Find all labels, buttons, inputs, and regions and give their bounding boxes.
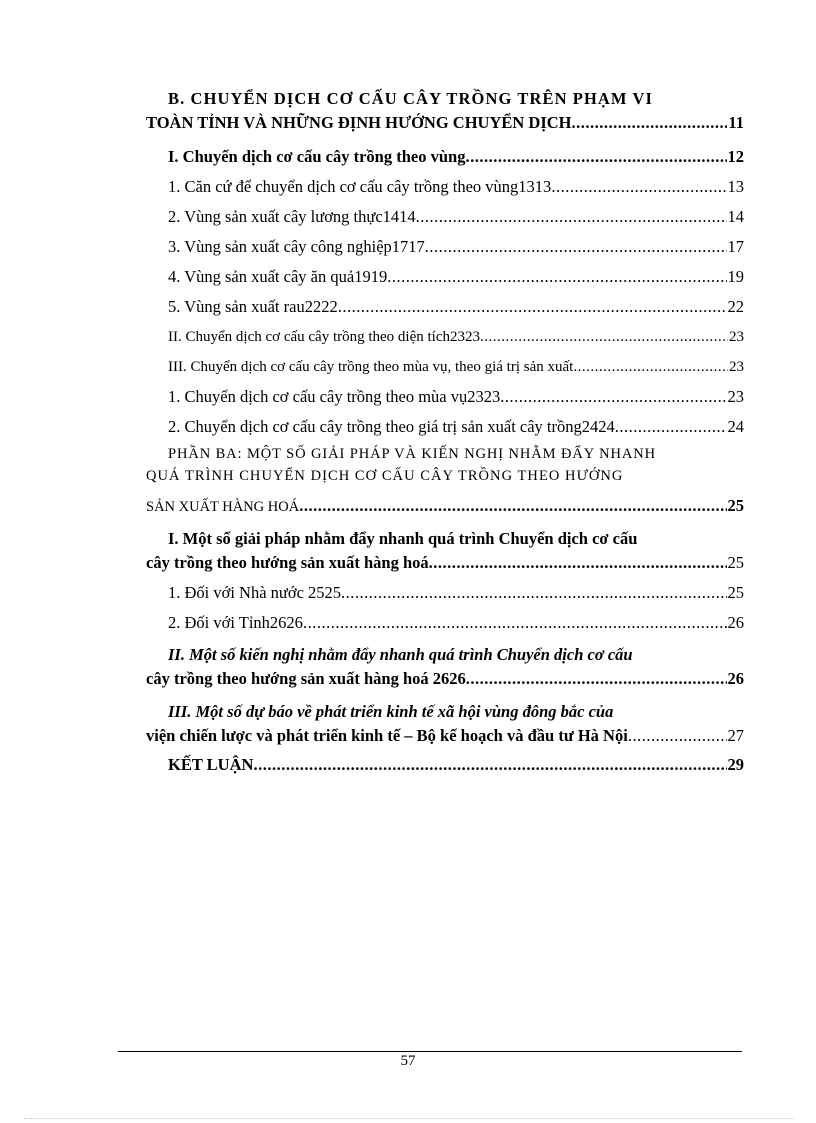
- toc-leader: [628, 725, 727, 747]
- toc-page-number: 14: [727, 207, 744, 226]
- toc-leader: [429, 552, 727, 574]
- toc-entry-text: KẾT LUẬN: [168, 755, 254, 774]
- toc-entry: [168, 206, 744, 228]
- toc-page-number: 24: [727, 417, 744, 436]
- toc-leader: [416, 206, 727, 228]
- toc-entry: [168, 176, 744, 198]
- toc-entry: [168, 296, 744, 318]
- toc-entry-text: 1. Căn cứ để chuyển dịch cơ cấu cây trồng theo vùng1313: [168, 177, 552, 196]
- toc-leader: [341, 582, 726, 604]
- toc-entry: [168, 612, 744, 634]
- toc-leader: [338, 296, 727, 318]
- toc-page-number: 22: [727, 297, 744, 316]
- toc-entry: [168, 236, 744, 258]
- page-edge-dotted-line: [24, 1118, 794, 1120]
- toc-entry: [168, 754, 744, 776]
- toc-entry-text: PHẦN BA: MỘT SỐ GIẢI PHÁP VÀ KIẾN NGHỊ NHẰM ĐẨY NHANH: [168, 446, 656, 462]
- toc-entry-text: TOÀN TỈNH VÀ NHỮNG ĐỊNH HƯỚNG CHUYỂN DỊCH: [146, 113, 572, 132]
- toc-entry-text: 5. Vùng sản xuất rau2222: [168, 297, 338, 316]
- toc-page-number: 19: [727, 267, 744, 286]
- toc-entry-text: 1. Chuyển dịch cơ cấu cây trồng theo mùa vụ2323: [168, 387, 501, 406]
- toc-leader: [615, 416, 727, 438]
- toc-leader: [480, 326, 728, 348]
- toc-page-number: 13: [727, 177, 744, 196]
- toc-entry: [168, 701, 744, 723]
- toc-entry-text: II. Một số kiến nghị nhằm đẩy nhanh quá trình Chuyển dịch cơ cấu: [168, 645, 633, 664]
- toc-page-number: 29: [727, 755, 744, 774]
- toc-entry-text: SẢN XUẤT HÀNG HOÁ: [146, 499, 300, 515]
- toc-leader: [299, 495, 726, 517]
- toc-entry: [168, 582, 744, 604]
- toc-entry: [168, 146, 744, 168]
- footer-divider: [118, 1051, 742, 1052]
- toc-entry: [146, 725, 744, 747]
- toc-entry-text: QUÁ TRÌNH CHUYỂN DỊCH CƠ CẤU CÂY TRỒNG THEO HƯỚNG: [146, 468, 624, 484]
- toc-page-number: 11: [728, 113, 744, 132]
- toc-leader: [466, 668, 727, 690]
- toc-leader: [425, 236, 727, 258]
- toc-page-number: 25: [727, 583, 744, 602]
- toc-entry: [168, 266, 744, 288]
- toc-leader: [465, 146, 726, 168]
- toc-entry-text: cây trồng theo hướng sản xuất hàng hoá 2626: [146, 669, 466, 688]
- toc-entry-text: II. Chuyển dịch cơ cấu cây trồng theo diện tích2323: [168, 329, 481, 345]
- toc-page-number: 17: [727, 237, 744, 256]
- toc-entry-text: I. Một số giải pháp nhằm đẩy nhanh quá trình Chuyển dịch cơ cấu: [168, 529, 638, 548]
- toc-page-number: 25: [727, 496, 744, 515]
- toc-page-number: 23: [727, 387, 744, 406]
- toc-entry: [168, 528, 744, 550]
- toc-entry-text: 4. Vùng sản xuất cây ăn quả1919: [168, 267, 388, 286]
- toc-entry-text: 2. Chuyển dịch cơ cấu cây trồng theo giá trị sản xuất cây trồng2424: [168, 417, 615, 436]
- toc-entry: [168, 386, 744, 408]
- toc-entry: [146, 112, 744, 134]
- toc-entry: [146, 495, 744, 518]
- toc-entry: [168, 443, 744, 465]
- toc-page-number: 23: [729, 329, 744, 345]
- toc-entry-text: cây trồng theo hướng sản xuất hàng hoá: [146, 553, 429, 572]
- toc-entry: [168, 644, 744, 666]
- toc-page-number: 27: [727, 726, 744, 745]
- toc-page-number: 12: [727, 147, 744, 166]
- toc-entry-text: 2. Đối với Tỉnh2626: [168, 613, 303, 632]
- toc-leader: [551, 176, 726, 198]
- toc-entry-text: 2. Vùng sản xuất cây lương thực1414: [168, 207, 416, 226]
- toc-entry-text: III. Một số dự báo về phát triển kinh tế xã hội vùng đông bắc của: [168, 702, 614, 721]
- toc-entry: [168, 88, 744, 110]
- toc-leader: [303, 612, 727, 634]
- toc-entry-text: viện chiến lược và phát triển kinh tế – Bộ kế hoạch và đầu tư Hà Nội: [146, 726, 628, 745]
- toc-leader: [572, 112, 728, 134]
- toc-entry-text: 1. Đối với Nhà nước 2525: [168, 583, 342, 602]
- toc-leader: [573, 356, 728, 378]
- toc-entry-text: III. Chuyển dịch cơ cấu cây trồng theo mùa vụ, theo giá trị sản xuất: [168, 359, 574, 375]
- toc-entry: [168, 356, 744, 378]
- toc-page-number: 26: [727, 669, 744, 688]
- toc-leader: [387, 266, 726, 288]
- toc-page-number: 26: [727, 613, 744, 632]
- toc-page-number: 23: [729, 359, 744, 375]
- page-number: 57: [400, 1053, 416, 1069]
- toc-entry: [146, 668, 744, 690]
- toc-entry: [168, 326, 744, 348]
- toc-leader: [253, 754, 726, 776]
- toc-entry-text: B. CHUYỂN DỊCH CƠ CẤU CÂY TRỒNG TRÊN PHẠM VI: [168, 89, 654, 108]
- toc-entry-text: I. Chuyển dịch cơ cấu cây trồng theo vùng: [168, 147, 466, 166]
- toc-entry: [146, 465, 744, 487]
- toc-leader: [500, 386, 726, 408]
- toc-entry: [146, 552, 744, 574]
- toc-entry-text: 3. Vùng sản xuất cây công nghiệp1717: [168, 237, 425, 256]
- toc-page-number: 25: [727, 553, 744, 572]
- toc-entry: [168, 416, 744, 438]
